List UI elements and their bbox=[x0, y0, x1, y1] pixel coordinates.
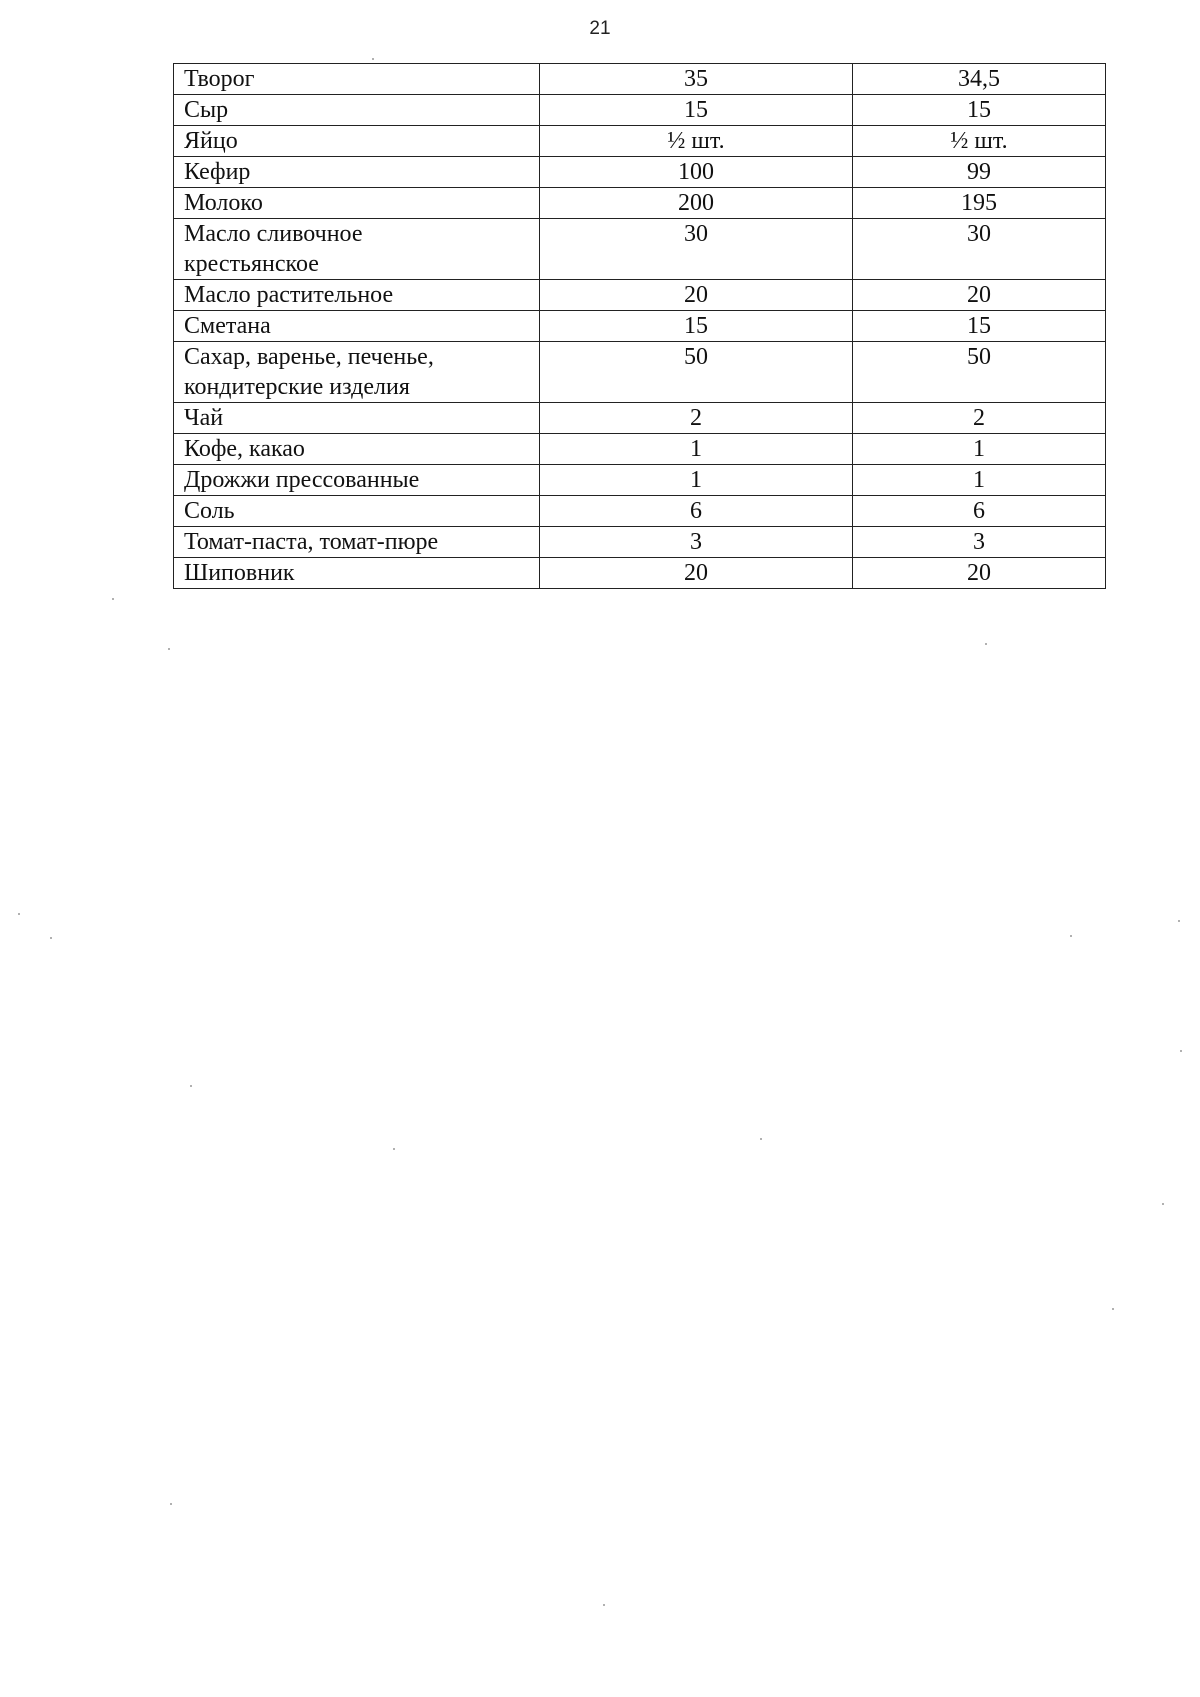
table-row bbox=[174, 311, 1106, 342]
value-2-cell: 1 bbox=[853, 434, 1106, 465]
product-name-cell: Шиповник bbox=[174, 558, 540, 589]
value-1-cell: 30 bbox=[540, 219, 853, 280]
table-row bbox=[174, 188, 1106, 219]
value-1-cell: 100 bbox=[540, 157, 853, 188]
table-body bbox=[174, 64, 1106, 589]
value-2-cell: 30 bbox=[853, 219, 1106, 280]
table-row bbox=[174, 465, 1106, 496]
product-name-cell: Сахар, варенье, печенье, кондитерские изделия bbox=[174, 342, 540, 403]
value-2-cell: 20 bbox=[853, 558, 1106, 589]
value-2-cell: 6 bbox=[853, 496, 1106, 527]
product-name-cell: Дрожжи прессованные bbox=[174, 465, 540, 496]
value-1-cell: 35 bbox=[540, 64, 853, 95]
value-2-cell: 1 bbox=[853, 465, 1106, 496]
product-name-cell: Соль bbox=[174, 496, 540, 527]
value-2-cell: 15 bbox=[853, 311, 1106, 342]
product-name-cell: Яйцо bbox=[174, 126, 540, 157]
scan-speck bbox=[190, 1085, 192, 1087]
value-1-cell: 15 bbox=[540, 311, 853, 342]
value-1-cell: 3 bbox=[540, 527, 853, 558]
table-row bbox=[174, 219, 1106, 280]
scan-speck bbox=[1162, 1203, 1164, 1205]
page-number: 21 bbox=[589, 18, 611, 39]
scan-speck bbox=[18, 913, 20, 915]
value-1-cell: 15 bbox=[540, 95, 853, 126]
value-1-cell: ½ шт. bbox=[540, 126, 853, 157]
table-row bbox=[174, 434, 1106, 465]
value-1-cell: 50 bbox=[540, 342, 853, 403]
product-name-cell: Чай bbox=[174, 403, 540, 434]
value-2-cell: 195 bbox=[853, 188, 1106, 219]
scan-speck bbox=[1180, 1050, 1182, 1052]
value-1-cell: 20 bbox=[540, 558, 853, 589]
table-row bbox=[174, 403, 1106, 434]
table-row bbox=[174, 558, 1106, 589]
food-ration-table bbox=[173, 63, 1106, 589]
product-name-cell: Томат-паста, томат-пюре bbox=[174, 527, 540, 558]
value-1-cell: 200 bbox=[540, 188, 853, 219]
scan-speck bbox=[393, 1148, 395, 1150]
table-row bbox=[174, 527, 1106, 558]
value-1-cell: 1 bbox=[540, 434, 853, 465]
value-2-cell: 3 bbox=[853, 527, 1106, 558]
value-2-cell: ½ шт. bbox=[853, 126, 1106, 157]
table-row bbox=[174, 95, 1106, 126]
table-row bbox=[174, 157, 1106, 188]
scan-speck bbox=[372, 58, 374, 60]
product-name-cell: Масло растительное bbox=[174, 280, 540, 311]
value-2-cell: 34,5 bbox=[853, 64, 1106, 95]
product-name-cell: Творог bbox=[174, 64, 540, 95]
scan-speck bbox=[170, 1503, 172, 1505]
scan-speck bbox=[1112, 1308, 1114, 1310]
value-1-cell: 6 bbox=[540, 496, 853, 527]
product-name-cell: Сметана bbox=[174, 311, 540, 342]
product-name-cell: Сыр bbox=[174, 95, 540, 126]
scan-speck bbox=[112, 598, 114, 600]
value-2-cell: 15 bbox=[853, 95, 1106, 126]
value-2-cell: 50 bbox=[853, 342, 1106, 403]
scan-speck bbox=[985, 643, 987, 645]
value-2-cell: 99 bbox=[853, 157, 1106, 188]
scan-speck bbox=[760, 1138, 762, 1140]
value-1-cell: 20 bbox=[540, 280, 853, 311]
scan-speck bbox=[168, 648, 170, 650]
table-row bbox=[174, 280, 1106, 311]
table-row bbox=[174, 342, 1106, 403]
value-1-cell: 2 bbox=[540, 403, 853, 434]
product-name-cell: Кефир bbox=[174, 157, 540, 188]
table-row bbox=[174, 64, 1106, 95]
value-1-cell: 1 bbox=[540, 465, 853, 496]
scan-speck bbox=[1178, 920, 1180, 922]
table-row bbox=[174, 496, 1106, 527]
product-name-cell: Масло сливочное крестьянское bbox=[174, 219, 540, 280]
product-name-cell: Молоко bbox=[174, 188, 540, 219]
scan-speck bbox=[603, 1604, 605, 1606]
table-row bbox=[174, 126, 1106, 157]
value-2-cell: 2 bbox=[853, 403, 1106, 434]
value-2-cell: 20 bbox=[853, 280, 1106, 311]
scan-speck bbox=[50, 937, 52, 939]
scan-speck bbox=[1070, 935, 1072, 937]
product-name-cell: Кофе, какао bbox=[174, 434, 540, 465]
